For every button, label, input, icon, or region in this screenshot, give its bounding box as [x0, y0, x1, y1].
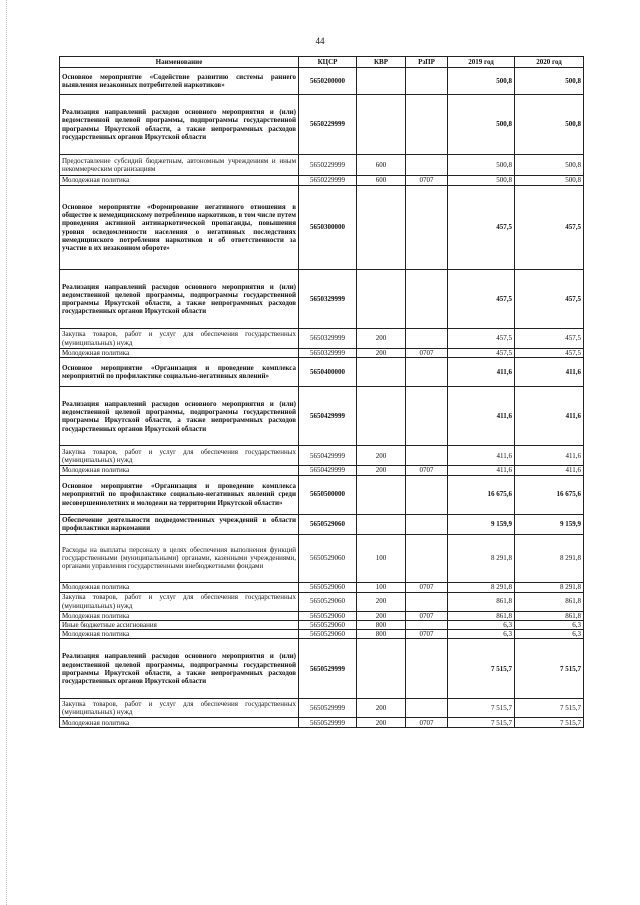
cell-2020: 500,8 — [515, 176, 584, 186]
table-row — [60, 718, 584, 728]
cell-rzpr: 0707 — [406, 349, 448, 358]
cell-2019: 6,3 — [448, 630, 515, 639]
cell-2019: 411,6 — [448, 358, 515, 387]
cell-rzpr: 0707 — [406, 582, 448, 592]
cell-rzpr — [406, 514, 448, 534]
cell-2020: 411,6 — [515, 446, 584, 466]
cell-kcsr: 5650529999 — [299, 639, 357, 699]
cell-kvr: 200 — [357, 611, 406, 620]
cell-2019: 7 515,7 — [448, 639, 515, 699]
cell-name: Молодежная политика — [60, 630, 299, 639]
cell-2019: 9 159,9 — [448, 514, 515, 534]
cell-2020: 16 675,6 — [515, 475, 584, 514]
table-row — [60, 358, 584, 387]
cell-2020: 500,8 — [515, 68, 584, 95]
cell-kcsr: 5650329999 — [299, 270, 357, 329]
cell-kvr: 600 — [357, 176, 406, 186]
cell-kvr — [357, 387, 406, 446]
cell-rzpr — [406, 534, 448, 582]
cell-kvr: 200 — [357, 466, 406, 475]
header-kcsr: КЦСР — [299, 57, 357, 68]
table-row — [60, 95, 584, 155]
cell-rzpr: 0707 — [406, 718, 448, 728]
cell-name: Молодежная политика — [60, 349, 299, 358]
cell-kcsr: 5650229999 — [299, 155, 357, 176]
cell-name: Закупка товаров, работ и услуг для обеспечения государственных (муниципальных) нужд — [60, 329, 299, 349]
cell-2019: 7 515,7 — [448, 718, 515, 728]
cell-kcsr: 5650329999 — [299, 329, 357, 349]
cell-name: Основное мероприятие «Организация и проведение комплекса мероприятий по профилактике социально-негативных явлений» — [60, 358, 299, 387]
cell-kcsr: 5650329999 — [299, 349, 357, 358]
table-row — [60, 639, 584, 699]
cell-2020: 7 515,7 — [515, 718, 584, 728]
cell-rzpr — [406, 475, 448, 514]
cell-name: Реализация направлений расходов основного мероприятия и (или) ведомственной целевой программы, подпрограммы государственной программы Иркутской области, а также непрограммных расходов государственных органов Иркутской области — [60, 639, 299, 699]
table-row — [60, 155, 584, 176]
cell-rzpr — [406, 95, 448, 155]
cell-name: Реализация направлений расходов основного мероприятия и (или) ведомственной целевой программы, подпрограммы государственной программы Иркутской области, а также непрограммных расходов государственных органов Иркутской области — [60, 270, 299, 329]
cell-kvr — [357, 95, 406, 155]
table-row — [60, 630, 584, 639]
cell-kvr — [357, 475, 406, 514]
cell-kvr — [357, 270, 406, 329]
cell-kvr: 200 — [357, 699, 406, 718]
cell-2019: 8 291,8 — [448, 582, 515, 592]
cell-kcsr: 5650429999 — [299, 466, 357, 475]
cell-name: Молодежная политика — [60, 718, 299, 728]
cell-name: Предоставление субсидий бюджетным, автономным учреждениям и иным некоммерческим организациям — [60, 155, 299, 176]
table-row — [60, 592, 584, 611]
cell-kvr: 200 — [357, 718, 406, 728]
cell-kcsr: 5650529060 — [299, 611, 357, 620]
cell-kvr — [357, 514, 406, 534]
cell-name: Реализация направлений расходов основного мероприятия и (или) ведомственной целевой программы, подпрограммы государственной программы Иркутской области, а также непрограммных расходов государственных органов Иркутской области — [60, 95, 299, 155]
cell-kvr: 600 — [357, 155, 406, 176]
cell-2020: 411,6 — [515, 387, 584, 446]
table-row — [60, 349, 584, 358]
cell-2019: 457,5 — [448, 186, 515, 270]
cell-rzpr — [406, 639, 448, 699]
cell-2019: 411,6 — [448, 446, 515, 466]
cell-kcsr: 5650529060 — [299, 514, 357, 534]
table-row — [60, 699, 584, 718]
cell-kcsr: 5650529999 — [299, 718, 357, 728]
header-kvr: КВР — [357, 57, 406, 68]
cell-2019: 411,6 — [448, 466, 515, 475]
cell-2019: 457,5 — [448, 270, 515, 329]
cell-rzpr — [406, 270, 448, 329]
table-row — [60, 611, 584, 620]
cell-rzpr — [406, 620, 448, 629]
cell-name: Основное мероприятие «Содействие развитию системы раннего выявления незаконных потребителей наркотиков» — [60, 68, 299, 95]
cell-2019: 6,3 — [448, 620, 515, 629]
cell-rzpr: 0707 — [406, 611, 448, 620]
cell-rzpr: 0707 — [406, 176, 448, 186]
cell-name: Закупка товаров, работ и услуг для обеспечения государственных (муниципальных) нужд — [60, 446, 299, 466]
cell-2020: 411,6 — [515, 466, 584, 475]
cell-kcsr: 5650529060 — [299, 582, 357, 592]
cell-kvr — [357, 186, 406, 270]
table-row — [60, 582, 584, 592]
cell-2020: 457,5 — [515, 349, 584, 358]
cell-kvr: 200 — [357, 329, 406, 349]
cell-name: Расходы на выплаты персоналу в целях обеспечения выполнения функций государственными (муниципальными) органами, казенными учреждениями, органами управления государственными внебюджетными фондами — [60, 534, 299, 582]
cell-kcsr: 5650429999 — [299, 446, 357, 466]
cell-2019: 16 675,6 — [448, 475, 515, 514]
cell-name: Молодежная политика — [60, 176, 299, 186]
cell-2020: 8 291,8 — [515, 582, 584, 592]
cell-name: Закупка товаров, работ и услуг для обеспечения государственных (муниципальных) нужд — [60, 592, 299, 611]
cell-2020: 8 291,8 — [515, 534, 584, 582]
cell-2019: 500,8 — [448, 155, 515, 176]
cell-2019: 500,8 — [448, 68, 515, 95]
cell-rzpr: 0707 — [406, 630, 448, 639]
table-row — [60, 514, 584, 534]
header-rzpr: РзПР — [406, 57, 448, 68]
cell-name: Закупка товаров, работ и услуг для обеспечения государственных (муниципальных) нужд — [60, 699, 299, 718]
table-row — [60, 68, 584, 95]
cell-name: Молодежная политика — [60, 466, 299, 475]
cell-2020: 861,8 — [515, 592, 584, 611]
cell-kvr: 800 — [357, 630, 406, 639]
table-row — [60, 329, 584, 349]
cell-kcsr: 5650229999 — [299, 95, 357, 155]
cell-kcsr: 5650429999 — [299, 387, 357, 446]
cell-rzpr — [406, 592, 448, 611]
cell-kvr — [357, 68, 406, 95]
table-row — [60, 534, 584, 582]
cell-rzpr — [406, 699, 448, 718]
cell-kvr — [357, 639, 406, 699]
cell-kvr: 800 — [357, 620, 406, 629]
header-2019: 2019 год — [448, 57, 515, 68]
cell-kcsr: 5650529060 — [299, 630, 357, 639]
budget-table — [59, 56, 584, 728]
table-row — [60, 466, 584, 475]
cell-name: Реализация направлений расходов основного мероприятия и (или) ведомственной целевой программы, подпрограммы государственной программы Иркутской области, а также непрограммных расходов государственных органов Иркутской области — [60, 387, 299, 446]
cell-2019: 861,8 — [448, 611, 515, 620]
table-row — [60, 270, 584, 329]
cell-rzpr — [406, 329, 448, 349]
cell-2020: 7 515,7 — [515, 639, 584, 699]
cell-kvr: 100 — [357, 534, 406, 582]
cell-2019: 7 515,7 — [448, 699, 515, 718]
table-row — [60, 475, 584, 514]
cell-2020: 7 515,7 — [515, 699, 584, 718]
cell-2020: 457,5 — [515, 186, 584, 270]
cell-2019: 457,5 — [448, 329, 515, 349]
header-name: Наименование — [60, 57, 299, 68]
cell-kcsr: 5650529060 — [299, 592, 357, 611]
cell-kcsr: 5650529999 — [299, 699, 357, 718]
cell-2020: 500,8 — [515, 95, 584, 155]
cell-kvr: 200 — [357, 446, 406, 466]
cell-kvr: 200 — [357, 592, 406, 611]
cell-2019: 500,8 — [448, 95, 515, 155]
cell-2020: 6,3 — [515, 620, 584, 629]
header-2020: 2020 год — [515, 57, 584, 68]
table-row — [60, 446, 584, 466]
cell-kcsr: 5650229999 — [299, 176, 357, 186]
table-row — [60, 620, 584, 629]
cell-2019: 411,6 — [448, 387, 515, 446]
cell-rzpr — [406, 358, 448, 387]
cell-name: Основное мероприятие «Организация и проведение комплекса мероприятий по профилактике социально-негативных явлений среди несовершеннолетних и молодежи на территории Иркутской области» — [60, 475, 299, 514]
cell-rzpr: 0707 — [406, 466, 448, 475]
cell-kvr: 100 — [357, 582, 406, 592]
cell-rzpr — [406, 387, 448, 446]
cell-kcsr: 5650300000 — [299, 186, 357, 270]
table-body — [60, 68, 584, 728]
table-row — [60, 186, 584, 270]
cell-kcsr: 5650200000 — [299, 68, 357, 95]
cell-kvr — [357, 358, 406, 387]
cell-kvr: 200 — [357, 349, 406, 358]
cell-rzpr — [406, 186, 448, 270]
cell-2020: 457,5 — [515, 329, 584, 349]
cell-2020: 411,6 — [515, 358, 584, 387]
cell-2020: 457,5 — [515, 270, 584, 329]
table-header-row — [60, 57, 584, 68]
cell-rzpr — [406, 446, 448, 466]
cell-kcsr: 5650400000 — [299, 358, 357, 387]
cell-2019: 8 291,8 — [448, 534, 515, 582]
cell-name: Молодежная политика — [60, 611, 299, 620]
cell-2020: 500,8 — [515, 155, 584, 176]
cell-2019: 500,8 — [448, 176, 515, 186]
cell-name: Основное мероприятие «Формирование негативного отношения в обществе к немедицинскому потреблению наркотиков, в том числе путем проведения активной антинаркотической пропаганды, повышения уровня осведомленности населения о негативных последствиях немедицинского потребления наркотиков и об ответственности за участие в их незаконном обороте» — [60, 186, 299, 270]
cell-kcsr: 5650500000 — [299, 475, 357, 514]
cell-2019: 861,8 — [448, 592, 515, 611]
cell-kcsr: 5650529060 — [299, 620, 357, 629]
cell-name: Молодежная политика — [60, 582, 299, 592]
binding-edge-line — [6, 0, 8, 905]
cell-kcsr: 5650529060 — [299, 534, 357, 582]
cell-name: Иные бюджетные ассигнования — [60, 620, 299, 629]
table-row — [60, 387, 584, 446]
cell-rzpr — [406, 155, 448, 176]
cell-2020: 9 159,9 — [515, 514, 584, 534]
table-row — [60, 176, 584, 186]
page-number: 44 — [315, 36, 325, 46]
cell-2020: 6,3 — [515, 630, 584, 639]
cell-rzpr — [406, 68, 448, 95]
cell-2020: 861,8 — [515, 611, 584, 620]
cell-2019: 457,5 — [448, 349, 515, 358]
cell-name: Обеспечение деятельности подведомственных учреждений в области профилактики наркомании — [60, 514, 299, 534]
